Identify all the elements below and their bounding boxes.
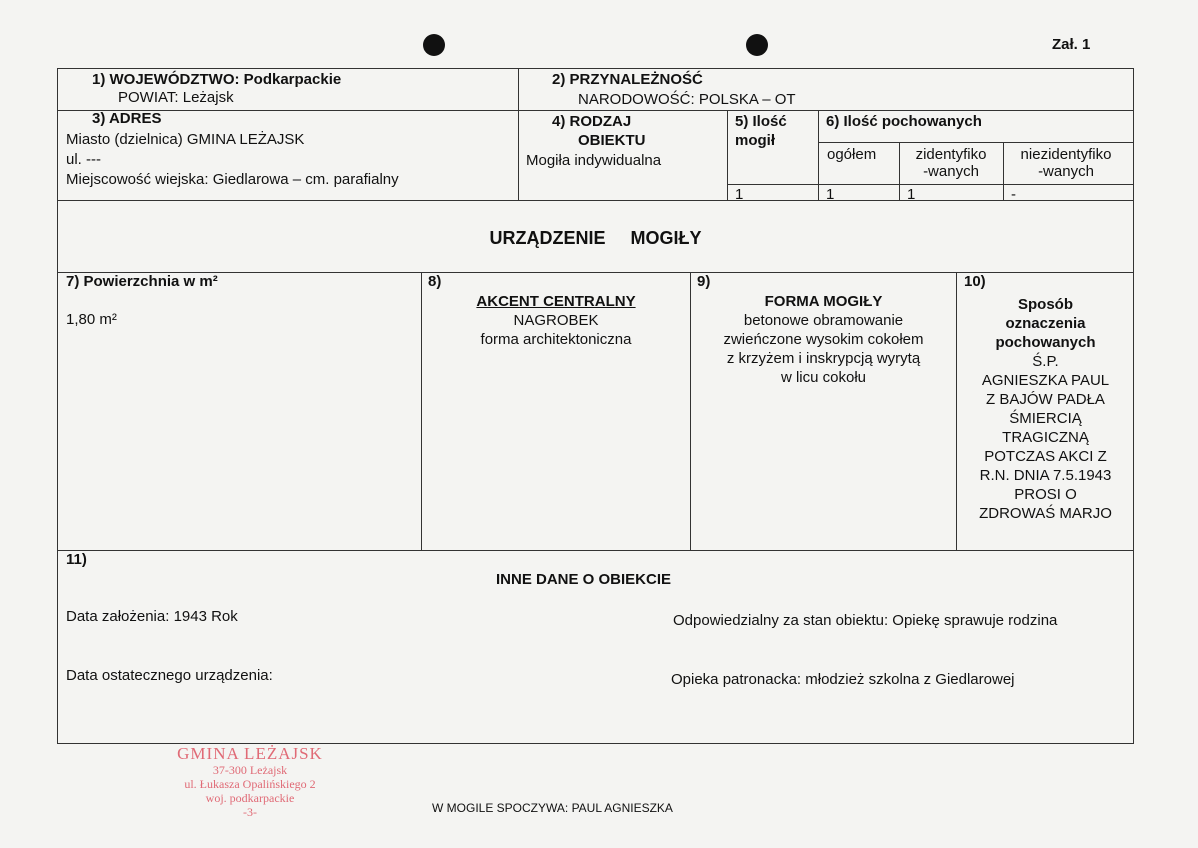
inscription-line: ŚMIERCIĄ — [1009, 410, 1082, 427]
total-value: 1 — [826, 186, 835, 203]
affiliation-title: 2) PRZYNALEŻNOŚĆ — [552, 71, 703, 88]
central-accent-line1: NAGROBEK — [513, 312, 599, 329]
stamp-line: woj. podkarpackie — [205, 791, 295, 805]
responsible-field: Odpowiedzialny za stan obiektu: Opiekę sprawuje rodzina — [673, 612, 1058, 629]
col-unidentified-line1: niezidentyfiko — [1020, 146, 1112, 163]
attachment-label: Zał. 1 — [1052, 36, 1091, 53]
section11-number: 11) — [66, 551, 87, 568]
page-number: -3- — [243, 805, 257, 819]
section8-number: 8) — [428, 273, 442, 290]
patronage-field: Opieka patronacka: młodzież szkolna z Giedlarowej — [671, 671, 1015, 688]
inscription-line: Z BAJÓW PADŁA — [986, 391, 1105, 408]
inscription-line: POTCZAS AKCI Z — [984, 448, 1107, 465]
marking-heading: Sposób — [1018, 296, 1073, 313]
inscription-line: Ś.P. — [1032, 353, 1059, 370]
divider — [899, 142, 900, 200]
object-type-value: Mogiła indywidualna — [526, 152, 662, 169]
col-unidentified-line2: -wanych — [1038, 163, 1094, 180]
founded-date-field: Data założenia: 1943 Rok — [66, 608, 238, 625]
grave-form-block — [691, 292, 956, 387]
stamp-line: 37-300 Leżajsk — [212, 763, 288, 777]
marking-heading: oznaczenia — [1005, 315, 1086, 332]
col-identified-line1: zidentyfiko — [915, 146, 987, 163]
inscription-line: ZDROWAŚ MARJO — [979, 505, 1112, 522]
buried-count-title: 6) Ilość pochowanych — [826, 113, 982, 130]
col-unidentified-header — [1006, 146, 1126, 180]
identified-value: 1 — [907, 186, 916, 203]
nationality-field: NARODOWOŚĆ: POLSKA – OT — [578, 91, 796, 108]
object-type-title-2: OBIEKTU — [578, 132, 646, 149]
final-arrangement-field: Data ostatecznego urządzenia: — [66, 667, 273, 684]
divider — [818, 142, 1134, 143]
object-type-title: 4) RODZAJ — [552, 113, 632, 130]
section10-number: 10) — [964, 273, 986, 290]
graves-count-title: 5) Ilość — [735, 113, 787, 130]
other-data-heading: INNE DANE O OBIEKCIE — [496, 571, 672, 588]
grave-form-line: w licu cokołu — [780, 369, 867, 386]
inscription-line: PROSI O — [1014, 486, 1077, 503]
municipality-stamp — [150, 744, 350, 819]
divider — [727, 110, 728, 200]
graves-count-title-2: mogił — [735, 132, 775, 149]
inscription-line: TRAGICZNĄ — [1002, 429, 1089, 446]
marking-heading: pochowanych — [995, 334, 1096, 351]
village-field: Miejscowość wiejska: Giedlarowa – cm. parafialny — [66, 171, 399, 188]
divider — [818, 110, 819, 200]
divider — [57, 200, 1134, 201]
punch-hole-right — [746, 34, 768, 56]
area-title: 7) Powierzchnia w m² — [66, 273, 218, 290]
inscription-line: AGNIESZKA PAUL — [981, 372, 1110, 389]
divider — [57, 110, 1134, 111]
punch-hole-left — [423, 34, 445, 56]
central-accent-line2: forma architektoniczna — [480, 331, 632, 348]
graves-count-value: 1 — [735, 186, 744, 203]
county-field: POWIAT: Leżajsk — [118, 89, 234, 106]
divider — [518, 68, 519, 200]
street-field: ul. --- — [66, 151, 101, 168]
col-identified-line2: -wanych — [923, 163, 979, 180]
col-total-header: ogółem — [827, 146, 877, 163]
divider — [1003, 142, 1004, 200]
voivodeship-field — [92, 71, 341, 88]
central-accent-block — [422, 292, 690, 349]
grave-form-line: betonowe obramowanie — [743, 312, 904, 329]
col-identified-header — [903, 146, 999, 180]
grave-form-line: zwieńczone wysokim cokołem — [723, 331, 924, 348]
stamp-line: ul. Łukasza Opalińskiego 2 — [184, 777, 316, 791]
section9-number: 9) — [697, 273, 711, 290]
address-title: 3) ADRES — [92, 110, 162, 127]
marking-block — [957, 295, 1134, 523]
voivodeship-text: 1) WOJEWÓDZTWO: Podkarpackie — [92, 71, 342, 88]
divider — [57, 550, 1134, 551]
inscription-line: R.N. DNIA 7.5.1943 — [979, 467, 1112, 484]
grave-form-heading: FORMA MOGIŁY — [764, 293, 883, 310]
city-field: Miasto (dzielnica) GMINA LEŻAJSK — [66, 131, 305, 148]
divider — [727, 184, 1134, 185]
unidentified-value: - — [1011, 186, 1016, 203]
central-accent-heading: AKCENT CENTRALNY — [476, 293, 636, 310]
stamp-name: GMINA LEŻAJSK — [177, 744, 323, 763]
grave-form-line: z krzyżem i inskrypcją wyrytą — [726, 350, 921, 367]
main-title: URZĄDZENIE MOGIŁY — [489, 228, 702, 248]
footer-note: W MOGILE SPOCZYWA: PAUL AGNIESZKA — [432, 801, 673, 815]
area-value: 1,80 m² — [66, 311, 117, 328]
